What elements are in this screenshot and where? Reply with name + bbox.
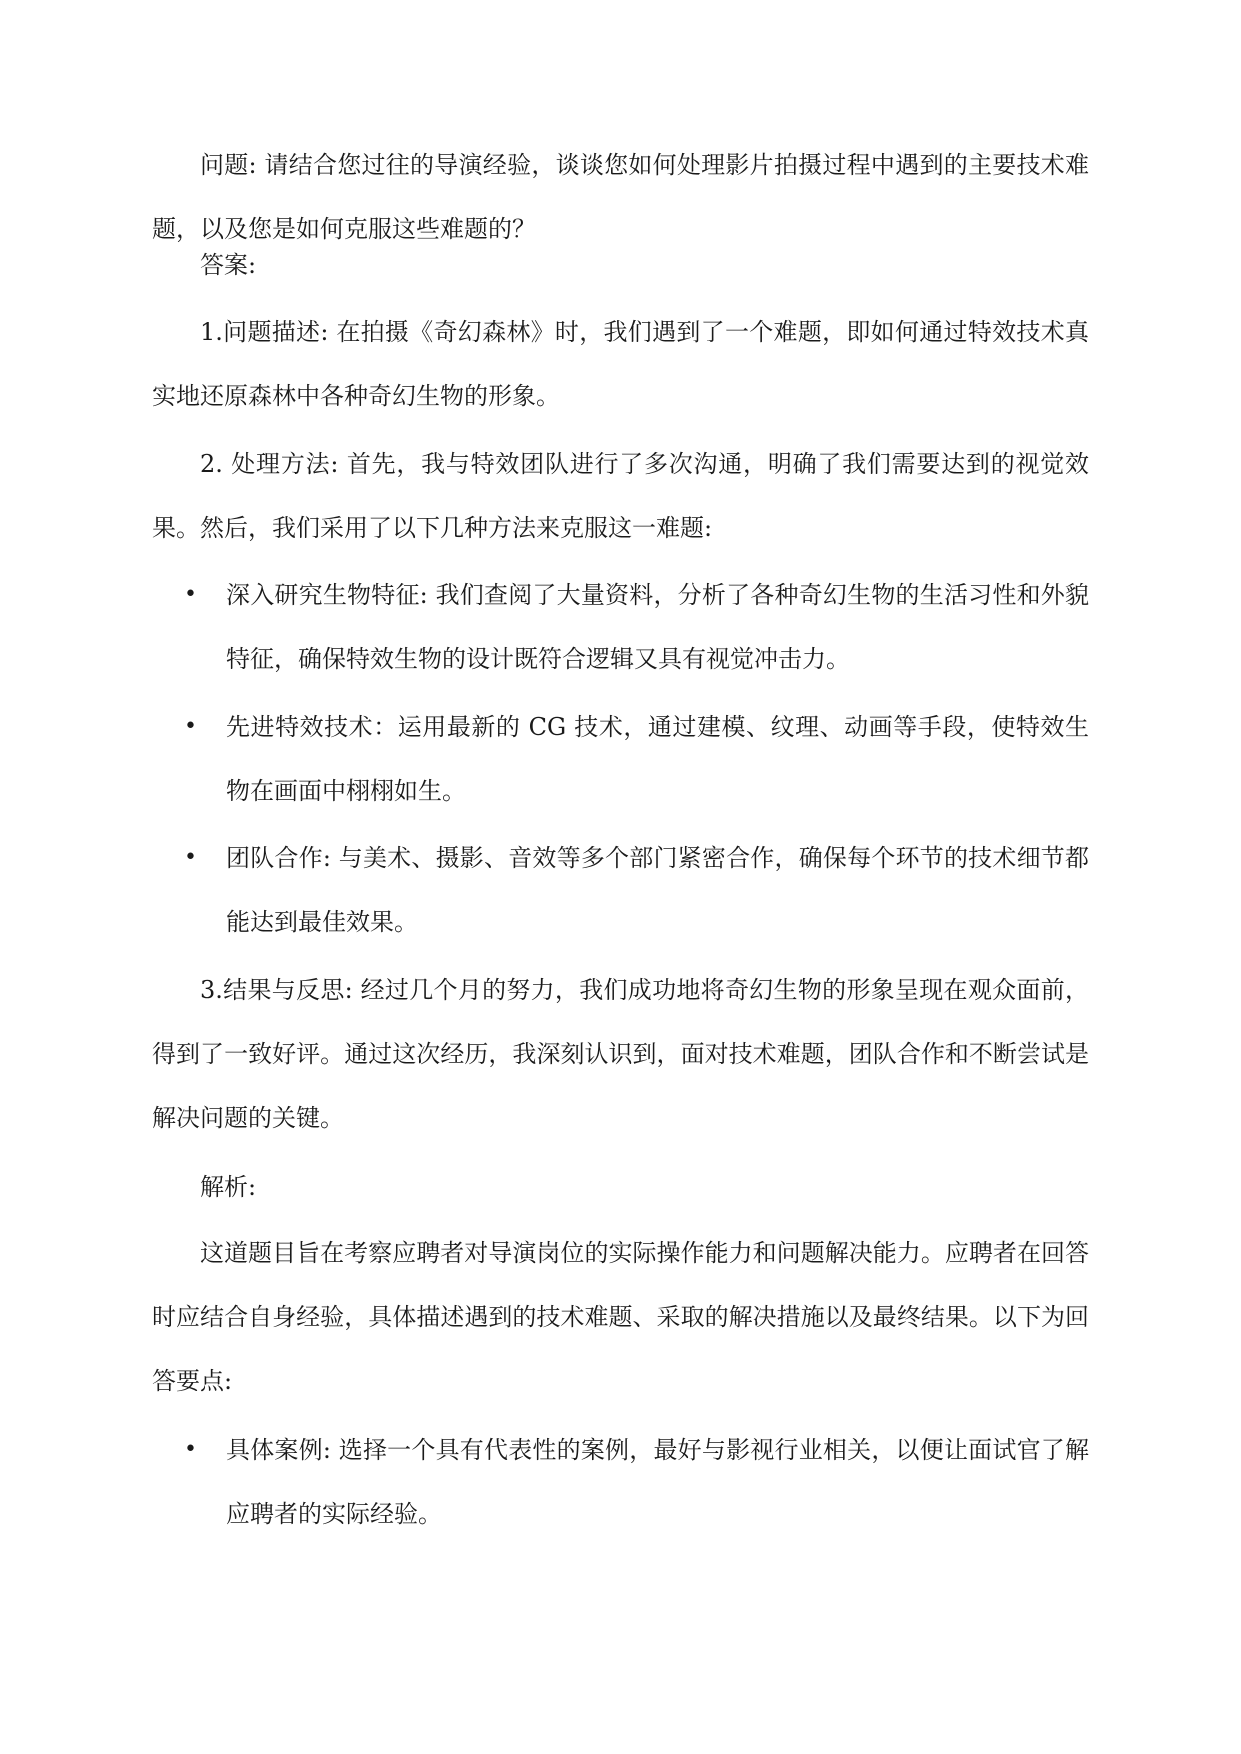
analysis-paragraph: 这道题目旨在考察应聘者对导演岗位的实际操作能力和问题解决能力。应聘者在回答时应结合自身经验，具体描述遇到的技术难题、采取的解决措施以及最终结果。以下为回答要点: — [152, 1239, 1089, 1395]
question-paragraph: 问题: 请结合您过往的导演经验，谈谈您如何处理影片拍摄过程中遇到的主要技术难题，以及您是如何克服这些难题的？ — [152, 151, 1089, 243]
bullet-dot-icon: • — [184, 845, 197, 870]
bullet-item — [184, 563, 1089, 691]
bullet-dot-icon: • — [184, 714, 197, 739]
bullet-dot-icon: • — [184, 582, 197, 607]
method-paragraph: 2. 处理方法: 首先，我与特效团队进行了多次沟通，明确了我们需要达到的视觉效果。然后，我们采用了以下几种方法来克服这一难题: — [152, 450, 1089, 542]
analysis-heading: 解析: — [200, 1173, 257, 1201]
bullet-item — [184, 1418, 1089, 1546]
result-paragraph: 3.结果与反思: 经过几个月的努力，我们成功地将奇幻生物的形象呈现在观众面前，得到了一致好评。通过这次经历，我深刻认识到，面对技术难题，团队合作和不断尝试是解决问题的关键。 — [152, 976, 1089, 1132]
bullet-text: 深入研究生物特征: 我们查阅了大量资料，分析了各种奇幻生物的生活习性和外貌特征，确保特效生物的设计既符合逻辑又具有视觉冲击力。 — [226, 581, 1089, 673]
bullet-item — [184, 695, 1089, 823]
bullet-item — [184, 826, 1089, 954]
bullet-text: 先进特效技术：运用最新的 CG 技术，通过建模、纹理、动画等手段，使特效生物在画面中栩栩如生。 — [226, 713, 1089, 805]
answer-heading: 答案: — [200, 251, 257, 279]
bullet-dot-icon: • — [184, 1437, 197, 1462]
bullet-text: 团队合作: 与美术、摄影、音效等多个部门紧密合作，确保每个环节的技术细节都能达到最佳效果。 — [226, 844, 1089, 936]
bullet-text: 具体案例: 选择一个具有代表性的案例，最好与影视行业相关，以便让面试官了解应聘者的实际经验。 — [226, 1436, 1089, 1528]
problem-description-paragraph: 1.问题描述: 在拍摄《奇幻森林》时，我们遇到了一个难题，即如何通过特效技术真实地还原森林中各种奇幻生物的形象。 — [152, 318, 1089, 410]
